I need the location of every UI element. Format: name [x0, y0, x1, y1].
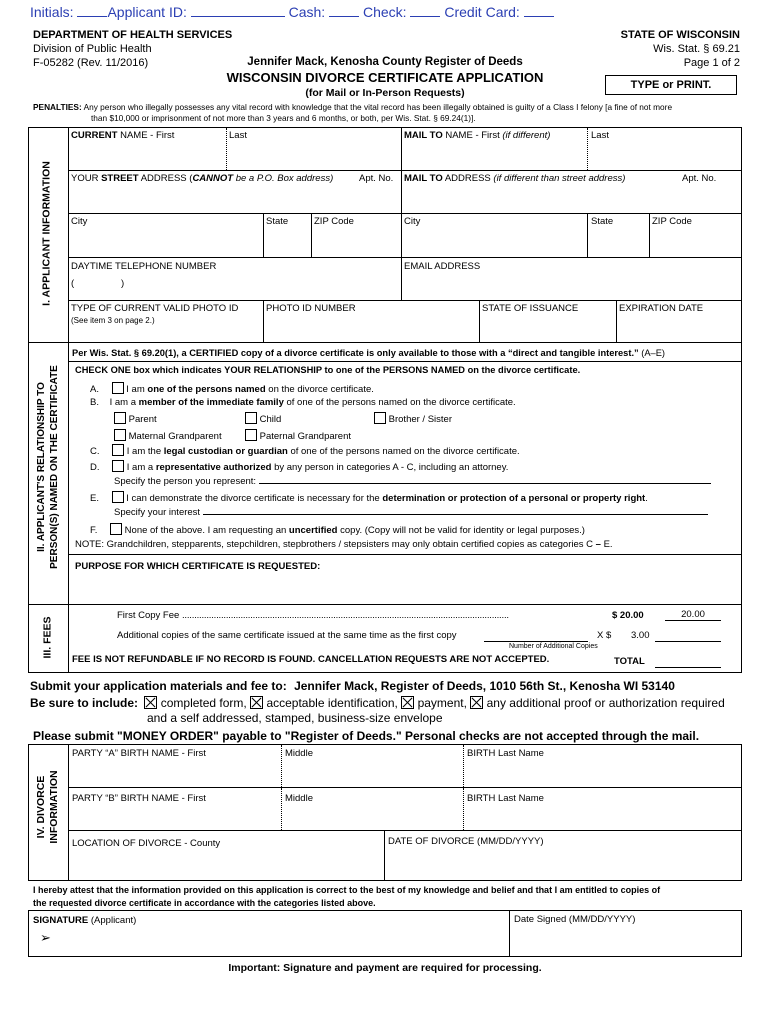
expiration-label: EXPIRATION DATE	[619, 303, 704, 314]
additional-copies-total[interactable]	[655, 630, 721, 642]
money-order-notice: Please submit "MONEY ORDER" payable to "Register of Deeds." Personal checks are not accepted through the mail.	[33, 729, 700, 743]
paternal-gp-checkbox[interactable]	[245, 429, 257, 441]
party-a-first-label: PARTY “A” BIRTH NAME - First	[72, 748, 206, 759]
envelope-line: and a self addressed, stamped, business-size envelope	[147, 711, 443, 725]
option-b: B. I am a member of the immediate family of one of the persons named on the divorce certificate.	[90, 397, 516, 408]
city2-label: City	[404, 216, 421, 227]
represent-person-field[interactable]	[259, 483, 711, 484]
section1-title: I. APPLICANT INFORMATION	[40, 161, 53, 306]
maternal-gp-checkbox[interactable]	[114, 429, 126, 441]
penalties-notice	[33, 102, 743, 124]
refund-notice: FEE IS NOT REFUNDABLE IF NO RECORD IS FOUND. CANCELLATION REQUESTS ARE NOT ACCEPTED.	[72, 654, 550, 665]
party-b-middle-label: Middle	[285, 793, 313, 804]
first-copy-row: First Copy Fee ......................................................................................................................................	[117, 610, 509, 621]
mail-last-label: Last	[591, 130, 609, 141]
option-b-parent: Parent	[114, 412, 157, 425]
photo-id-number-label: PHOTO ID NUMBER	[266, 303, 356, 314]
office-use-bar	[30, 4, 554, 20]
dept-name: DEPARTMENT OF HEALTH SERVICES	[33, 29, 233, 41]
option-e-specify: Specify your interest	[114, 507, 708, 518]
penalties-label: PENALTIES:	[33, 102, 82, 112]
signature-field[interactable]	[60, 930, 500, 952]
mail-to-name-label: MAIL TO NAME - First (if different)	[404, 130, 551, 141]
page-number: Page 1 of 2	[683, 57, 740, 69]
signature-label: SIGNATURE (Applicant)	[33, 915, 137, 926]
state-of-issuance-label: STATE OF ISSUANCE	[482, 303, 579, 314]
child-checkbox[interactable]	[245, 412, 257, 424]
option-c-checkbox[interactable]	[112, 444, 124, 456]
option-b-sibling: Brother / Sister	[374, 412, 452, 425]
option-f: F. None of the above. I am requesting an uncertified copy. (Copy will not be valid for identity or legal purposes.)	[90, 525, 585, 536]
option-f-checkbox[interactable]	[110, 523, 122, 535]
zip-label: ZIP Code	[314, 216, 354, 227]
option-b-maternal: Maternal Grandparent	[114, 429, 222, 442]
include-proof-check	[470, 696, 483, 709]
relationship-note: NOTE: Grandchildren, stepparents, stepchildren, stepbrothers / stepsisters may only obtain certified copies as categories C – E.	[75, 539, 613, 550]
party-b-first-label: PARTY “B” BIRTH NAME - First	[72, 793, 206, 804]
state-name: STATE OF WISCONSIN	[620, 29, 740, 41]
submit-line: Submit your application materials and fee to: Jennifer Mack, Register of Deeds, 1010 56th St., Kenosha WI 53140	[30, 679, 675, 693]
sibling-checkbox[interactable]	[374, 412, 386, 424]
cash-label: Cash:	[288, 4, 326, 20]
purpose-label: PURPOSE FOR WHICH CERTIFICATE IS REQUESTED:	[75, 561, 321, 572]
zip2-label: ZIP Code	[652, 216, 692, 227]
date-signed-field[interactable]	[514, 930, 736, 952]
option-e-checkbox[interactable]	[112, 491, 124, 503]
parent-checkbox[interactable]	[114, 412, 126, 424]
credit-card-label: Credit Card:	[444, 4, 520, 20]
additional-copies-label: Additional copies of the same certificate issued at the same time as the first copy	[117, 630, 457, 641]
option-d-checkbox[interactable]	[112, 460, 124, 472]
section3-title: III. FEES	[41, 616, 54, 659]
section2-sidebar	[28, 342, 69, 604]
party-a-middle-label: Middle	[285, 748, 313, 759]
additional-copies-fee: 3.00	[631, 630, 650, 641]
mail-address-label: MAIL TO ADDRESS (if different than street address)	[404, 173, 626, 184]
date-signed-label: Date Signed (MM/DD/YYYY)	[514, 914, 636, 925]
section3-sidebar	[28, 604, 69, 672]
phone-label: DAYTIME TELEPHONE NUMBER	[71, 261, 217, 272]
applicant-id-label: Applicant ID:	[107, 4, 187, 20]
section4-sidebar	[28, 744, 69, 880]
email-label: EMAIL ADDRESS	[404, 261, 481, 272]
current-last-label: Last	[229, 130, 247, 141]
apt2-label: Apt. No.	[682, 173, 717, 184]
check-one-instruction: CHECK ONE box which indicates YOUR RELATIONSHIP to one of the PERSONS NAMED on the divorce certificate.	[75, 365, 581, 375]
state-label: State	[266, 216, 289, 227]
option-d-specify: Specify the person you represent:	[114, 476, 711, 487]
type-print-box: TYPE or PRINT.	[605, 75, 737, 95]
option-d: D. I am a representative authorized by any person in categories A - C, including an attorney.	[90, 462, 509, 473]
initials-field[interactable]	[77, 16, 107, 17]
section2-title: II. APPLICANT'S RELATIONSHIP TO PERSON(S) NAMED ON THE CERTIFICATE	[36, 365, 60, 569]
photo-id-type-label: TYPE OF CURRENT VALID PHOTO ID	[71, 303, 239, 314]
option-c: C. I am the legal custodian or guardian of one of the persons named on the divorce certificate.	[90, 446, 520, 457]
statute: Wis. Stat. § 69.21	[653, 43, 740, 55]
initials-label: Initials:	[30, 4, 74, 20]
photo-id-note: (See item 3 on page 2.)	[71, 316, 155, 325]
current-name-label: CURRENT NAME - First	[71, 130, 175, 141]
total-label: TOTAL	[614, 656, 645, 667]
check-field[interactable]	[410, 16, 440, 17]
include-payment-check	[401, 696, 414, 709]
total-field[interactable]	[655, 656, 721, 668]
footer-important: Important: Signature and payment are required for processing.	[228, 962, 542, 974]
first-copy-total[interactable]: 20.00	[665, 609, 721, 621]
include-line: Be sure to include: completed form, acceptable identification, payment, any additional proof or authorization required	[30, 696, 725, 710]
phone-paren-close: )	[121, 278, 125, 289]
section2-intro: Per Wis. Stat. § 69.20(1), a CERTIFIED copy of a divorce certificate is only available to those with a “direct and tangible interest.” (A–E)	[72, 348, 666, 358]
street-address-label: YOUR STREET ADDRESS (CANNOT be a P.O. Box address)	[71, 173, 334, 184]
include-form-check	[144, 696, 157, 709]
applicant-id-field[interactable]	[191, 16, 285, 17]
additional-copies-x: X $	[597, 630, 612, 641]
city-label: City	[71, 216, 88, 227]
office-name: Jennifer Mack, Kenosha County Register of Deeds	[247, 56, 523, 68]
cash-field[interactable]	[329, 16, 359, 17]
section4-title: IV. DIVORCE INFORMATION	[35, 770, 60, 844]
option-b-child: Child	[245, 412, 281, 425]
party-b-last-label: BIRTH Last Name	[467, 793, 544, 804]
section1-sidebar	[28, 127, 69, 342]
signature-arrow-icon: ➢	[40, 931, 51, 946]
num-additional-label: Number of Additional Copies	[509, 643, 598, 650]
state2-label: State	[591, 216, 614, 227]
option-a: A. I am one of the persons named on the divorce certificate.	[90, 384, 374, 395]
interest-field[interactable]	[203, 514, 708, 515]
apt-label: Apt. No.	[359, 173, 394, 184]
credit-card-field[interactable]	[524, 16, 554, 17]
party-a-last-label: BIRTH Last Name	[467, 748, 544, 759]
penalties-line1: Any person who illegally possesses any vital record with knowledge that the vital record has been illegally obtained is guilty of a Class I felony [a fine of not more	[83, 102, 673, 112]
location-label: LOCATION OF DIVORCE - County	[72, 838, 221, 849]
phone-paren-open: (	[71, 278, 75, 289]
page-title: WISCONSIN DIVORCE CERTIFICATE APPLICATION	[226, 70, 544, 85]
option-a-checkbox[interactable]	[112, 382, 124, 394]
first-copy-fee: $ 20.00	[612, 610, 644, 621]
option-e: E. I can demonstrate the divorce certificate is necessary for the determination or protection of a personal or property right.	[90, 493, 648, 504]
penalties-line2: than $10,000 or imprisonment of not more than 3 years and 6 months, or both, per Wis. Stat. § 69.24(1)].	[91, 113, 476, 123]
page-subtitle: (for Mail or In-Person Requests)	[305, 87, 465, 99]
division-name: Division of Public Health	[33, 43, 152, 55]
attestation-text: I hereby attest that the information provided on this application is correct to the best of my knowledge and belief and that I am entitled to copies of the requested divorce certificate in accordance with the categories listed above.	[33, 885, 661, 908]
divorce-date-label: DATE OF DIVORCE (MM/DD/YYYY)	[388, 836, 544, 847]
additional-copies-field[interactable]	[484, 630, 588, 642]
option-b-paternal: Paternal Grandparent	[245, 429, 351, 442]
form-number: F-05282 (Rev. 11/2016)	[33, 57, 149, 69]
include-id-check	[250, 696, 263, 709]
check-label: Check:	[362, 4, 407, 20]
